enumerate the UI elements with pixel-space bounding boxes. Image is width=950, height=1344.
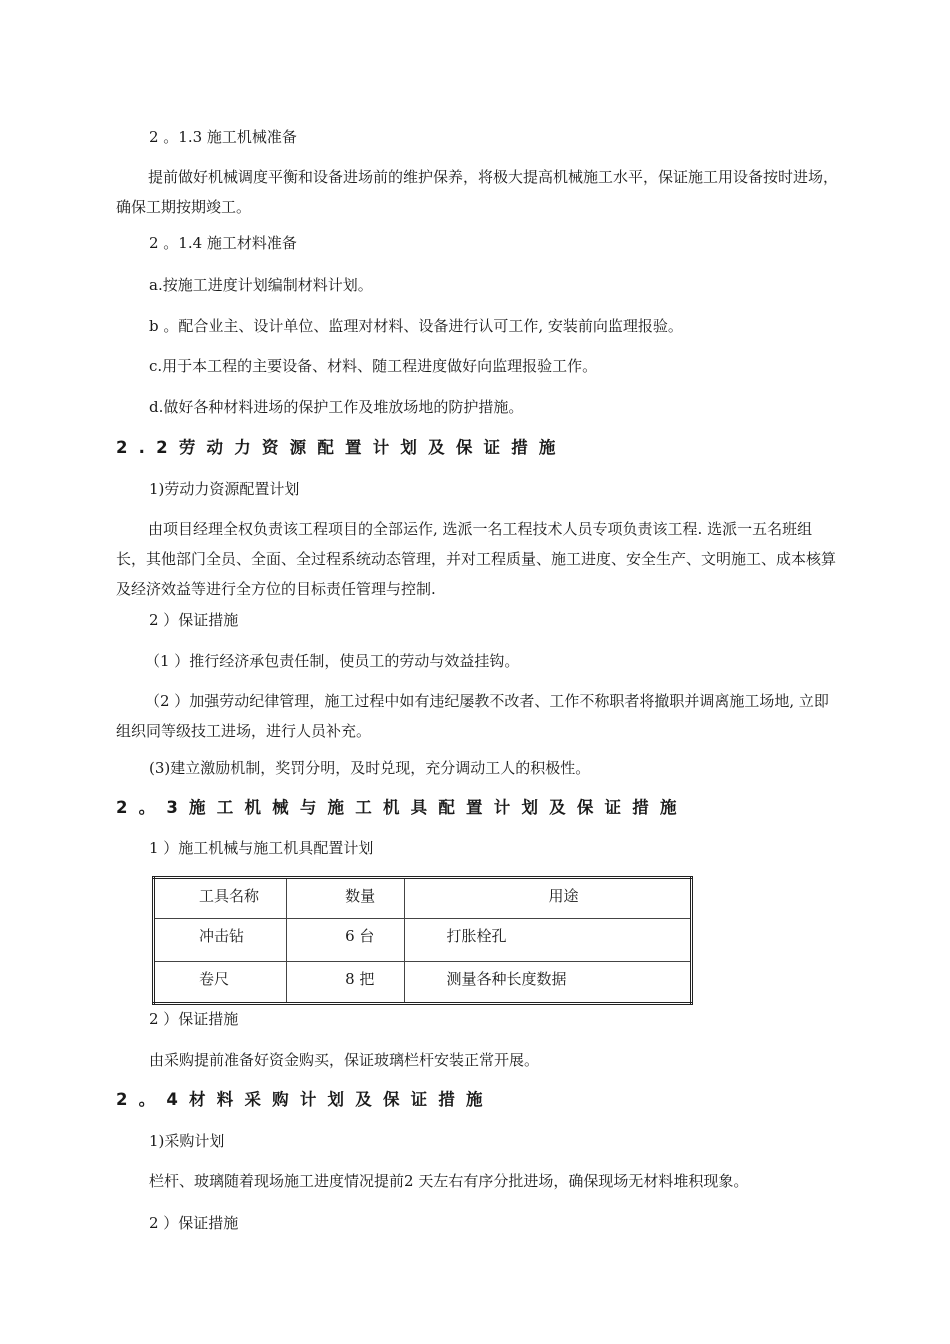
section-2-1-4-title: 2 。1.4 施工材料准备 (149, 234, 297, 252)
table-cell: 冲击钻 (154, 919, 287, 961)
table-row (154, 961, 692, 1003)
section-2-1-3-title: 2 。1.3 施工机械准备 (149, 128, 297, 146)
section-2-2-sub1: 1)劳动力资源配置计划 (149, 480, 300, 498)
table-header-cell: 用途 (404, 878, 691, 919)
section-2-1-3-body: 提前做好机械调度平衡和设备进场前的维护保养，将极大提高机械施工水平，保证施工用设备按时进场，确保工期按期竣工。 (116, 168, 839, 216)
section-2-4-body: 栏杆、玻璃随着现场施工进度情况提前2 天左右有序分批进场，确保现场无材料堆积现象。 (149, 1172, 749, 1190)
equipment-table (152, 876, 693, 1005)
table-header-row (154, 878, 692, 919)
section-2-4-sub2: 2 ）保证措施 (149, 1214, 239, 1232)
section-2-4-sub1: 1)采购计划 (149, 1132, 225, 1150)
section-2-2-heading: 2.2劳动力资源配置计划及保证措施 (116, 438, 567, 457)
measure-2: （2 ）加强劳动纪律管理，施工过程中如有违纪屡教不改者、工作不称职者将撤职并调离施工场地, 立即组织同等级技工进场，进行人员补充。 (116, 692, 829, 740)
section-2-3-body: 由采购提前准备好资金购买，保证玻璃栏杆安装正常开展。 (149, 1051, 540, 1069)
section-2-2-body: 由项目经理全权负责该工程项目的全部运作, 选派一名工程技术人员专项负责该工程. 选派一五名班组长，其他部门全员、全面、全过程系统动态管理，并对工程质量、施工进度、安全生产、文明施工、成本核算及经济效益等进行全方位的目标责任管理与控制. (116, 520, 837, 598)
measure-1: （1 ）推行经济承包责任制，使员工的劳动与效益挂钩。 (145, 652, 520, 670)
material-item-d: d.做好各种材料进场的保护工作及堆放场地的防护措施。 (149, 398, 524, 416)
table-row (154, 919, 692, 961)
table-cell: 打胀栓孔 (404, 919, 691, 961)
table-header-cell: 数量 (287, 878, 404, 919)
section-2-3-sub2: 2 ）保证措施 (149, 1010, 239, 1028)
table-cell: 6 台 (287, 919, 404, 961)
section-2-4-heading: 2。4材料采购计划及保证措施 (116, 1090, 494, 1109)
section-2-3-heading: 2。3施工机械与施工机具配置计划及保证措施 (116, 798, 688, 817)
table-cell: 8 把 (287, 961, 404, 1003)
section-2-3-sub1: 1 ）施工机械与施工机具配置计划 (149, 839, 374, 857)
section-2-2-sub2: 2 ）保证措施 (149, 611, 239, 629)
table-header-cell: 工具名称 (154, 878, 287, 919)
material-item-a: a.按施工进度计划编制材料计划。 (149, 276, 373, 294)
table-cell: 卷尺 (154, 961, 287, 1003)
material-item-c: c.用于本工程的主要设备、材料、随工程进度做好向监理报验工作。 (149, 357, 598, 375)
measure-3: (3)建立激励机制，奖罚分明，及时兑现，充分调动工人的积极性。 (149, 759, 591, 777)
table-cell: 测量各种长度数据 (404, 961, 691, 1003)
material-item-b: b 。配合业主、设计单位、监理对材料、设备进行认可工作, 安装前向监理报验。 (149, 317, 683, 335)
